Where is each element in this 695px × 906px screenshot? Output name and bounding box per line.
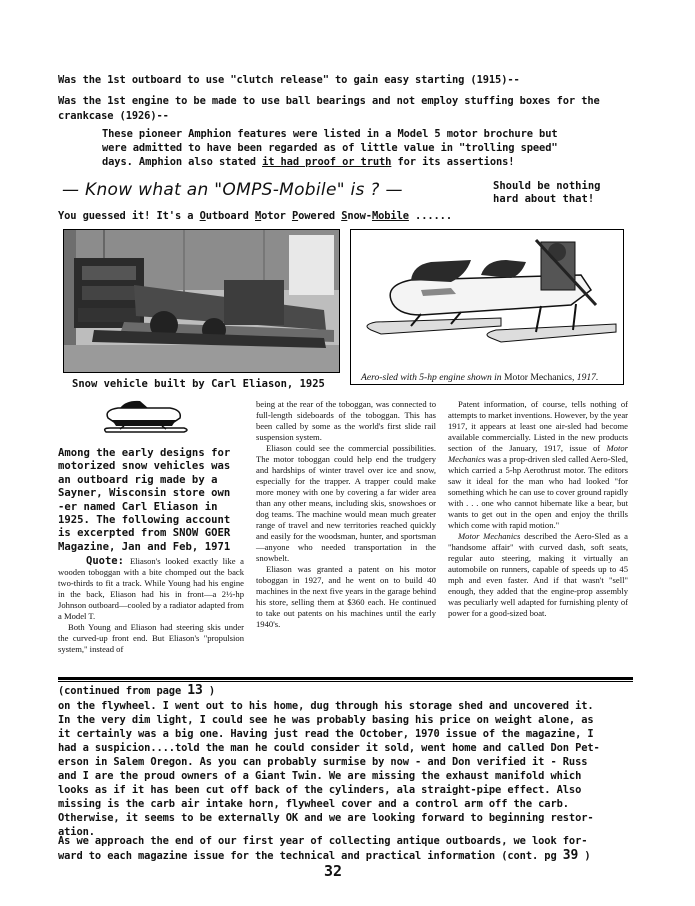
text-span: described the Aero-Sled as a "handsome affair" with curved dash, soft seats, regular auto steering, making it virtually an automobile on runners, capable of speeds up to 45 mph and even faster. And if that wasn't "sell" enough, they added that the engine-prop assembly was peculiarly well adapted for furnishing plenty of power for a good-sized boat. [448, 531, 628, 618]
text-span: now- [347, 210, 372, 222]
paragraph [58, 556, 244, 622]
text-line: crankcase (1926)-- [58, 110, 169, 122]
aero-sled-illustration [350, 229, 624, 385]
text-span: for its assertions! [391, 156, 515, 168]
photo-caption: Snow vehicle built by Carl Eliason, 1925 [72, 378, 325, 390]
side-note [493, 180, 600, 206]
text-span: You guessed it! It's a [58, 210, 200, 222]
text-span: otor [261, 210, 292, 222]
snow-vehicle-photo-image [64, 230, 339, 372]
column-intro [58, 447, 244, 554]
underlined-word: Mobile [371, 210, 409, 222]
text-line [58, 849, 591, 863]
paragraph: Both Young and Eliason had steering skis under the curved-up front end. But Eliason's "propulsion system," instead of [58, 622, 244, 654]
text-line: missing is the carb air intake horn, flywheel cover and a control arm off the carb. [58, 798, 569, 810]
text-span: Eliason's looked exactly like a wooden toboggan with a bite chomped out the back two-thirds to fit a track. While Young had his engine in the back, Eliason had his in front—a 2½-hp Johnson outboard—cooled by a radiator adapted from a Model T. [58, 556, 244, 621]
section-divider [58, 677, 633, 680]
text-span: (continued from page [58, 685, 188, 697]
intro-line: is excerpted from SNOW GOER [58, 527, 231, 540]
text-span: owered [298, 210, 342, 222]
underlined-letter: P [291, 210, 299, 222]
magazine-title: Motor Mechanics [448, 443, 628, 464]
text-line: erson in Salem Oregon. As you can probably surmise by now - and Don verified it - Russ [58, 756, 588, 768]
text-span: utboard [205, 210, 255, 222]
text-line: it certainly was a big one. Having just read the October, 1970 issue of the magazine, I [58, 728, 594, 740]
magazine-title: Motor Mechanics [458, 531, 521, 541]
section-divider-thin [58, 681, 633, 682]
section-heading: — Know what an "OMPS-Mobile" is ? — [62, 180, 403, 200]
body-text [58, 699, 600, 839]
snowmobile-sketch [100, 398, 190, 442]
text-span: Patent information, of course, tells nothing of attempts to market inventions. However, by the year 1917, it appears at least one air-sled had become available commercially. Listed in the new products section of the January, 1917, issue of [448, 399, 628, 453]
snow-vehicle-photo [63, 229, 340, 373]
paragraph: being at the rear of the toboggan, was connected to full-length sideboards of the toboggan. This has been called by some as the world's first slide rail suspension system. [256, 399, 436, 442]
text-line: Was the 1st engine to be made to use ball bearings and not employ stuffing boxes for the [58, 95, 600, 107]
underlined-letter: M [255, 210, 262, 222]
snowmobile-sketch-image [100, 398, 190, 442]
column-1 [58, 556, 244, 655]
intro-line: Sayner, Wisconsin store own [58, 487, 231, 500]
intro-line: Among the early designs for [58, 447, 231, 459]
text-span: ...... [408, 210, 452, 222]
text-line: As we approach the end of our first year of collecting antique outboards, we look for- [58, 835, 588, 847]
text-line: Otherwise, it seems to be externally OK and we are looking forward to beginning restor- [58, 812, 594, 824]
text-line: had a suspicion....told the man he could consider it sold, went home and called Don Pet- [58, 742, 600, 754]
text-span: ward to each magazine issue for the technical and practical information (cont. pg [58, 850, 563, 862]
intro-line: 1925. The following account [58, 514, 231, 527]
underlined-letter: O [199, 210, 206, 222]
paragraph [448, 531, 628, 619]
text-span: , 1917. [571, 372, 599, 383]
text-span: Aero-sled with 5-hp engine shown in [361, 372, 505, 383]
text-span: was a prop-driven sled called Aero-Sled, which carried a 5-hp Aerothrust motor. The editors saw it ideal for the man who had looked "for something which he can use to cover ground rapidly with . . . one who cannot hibernate like a bear, but wants to get out in the open and enjoy the thrills which come with rapid motion." [448, 454, 628, 530]
text-line: These pioneer Amphion features were listed in a Model 5 motor brochure but [102, 128, 558, 140]
intro-line: an outboard rig made by a [58, 473, 218, 486]
paragraph: Eliason was granted a patent on his motor toboggan in 1927, and he went on to build 40 machines in the next five years in the garage behind his store, selling them at $360 each. He continued to take out patents on his machines until the early 1940's. [256, 564, 436, 629]
subheading [58, 209, 452, 223]
continued-from [58, 684, 215, 698]
column-3 [448, 399, 628, 619]
page-reference: 39 [562, 848, 579, 863]
column-2 [256, 399, 436, 630]
underlined-phrase: it had proof or truth [262, 156, 392, 168]
underlined-letter: S [341, 210, 348, 222]
text-line: were admitted to have been regarded as of little value in "trolling speed" [102, 142, 558, 154]
paragraph [448, 399, 628, 531]
text-span: ) [202, 685, 216, 697]
text-line: and I are the proud owners of a Giant Twin. We are missing the exhaust manifold which [58, 770, 582, 782]
text-span: ) [578, 850, 591, 862]
text-line: Was the 1st outboard to use "clutch release" to gain easy starting (1915)-- [58, 74, 520, 86]
intro-line: -er named Carl Eliason in [58, 500, 218, 513]
illustration-caption [361, 372, 598, 383]
text-line: ation. [58, 826, 95, 838]
text-span: days. Amphion also stated [102, 156, 263, 168]
text-line: on the flywheel. I went out to his home, dug through his storage shed and uncovered it. [58, 700, 594, 712]
page-number: 32 [324, 862, 343, 880]
intro-line: motorized snow vehicles was [58, 460, 231, 473]
quote-label: Quote: [86, 555, 124, 567]
magazine-title: Motor Mechanics [504, 372, 572, 383]
side-note-line: hard about that! [493, 193, 595, 205]
paragraph: Eliason could see the commercial possibilities. The motor toboggan could help end the trudgery and hardships of winter travel over ice and snow, especially for the trapper. A trapper could make more money with one by covering a far wider area than any other means, including skis, snowshoes or dog teams. The machine would mean much greater range of travel and new territories reached quickly and easily for the woodsman, hunter, and sportsman—anyone who needed transportation in the snowbelt. [256, 443, 436, 563]
aero-sled-drawing [351, 230, 623, 370]
intro-line: Magazine, Jan and Feb, 1971 [58, 540, 231, 553]
page-reference: 13 [187, 683, 203, 698]
text-line: looks as if it has been cut off back of the cylinders, ala straight-pipe effect. Also [58, 784, 582, 796]
text-line [102, 155, 514, 169]
side-note-line: Should be nothing [493, 180, 601, 192]
text-line: In the very dim light, I could see he was probably basing his price on weight alone, as [58, 714, 594, 726]
